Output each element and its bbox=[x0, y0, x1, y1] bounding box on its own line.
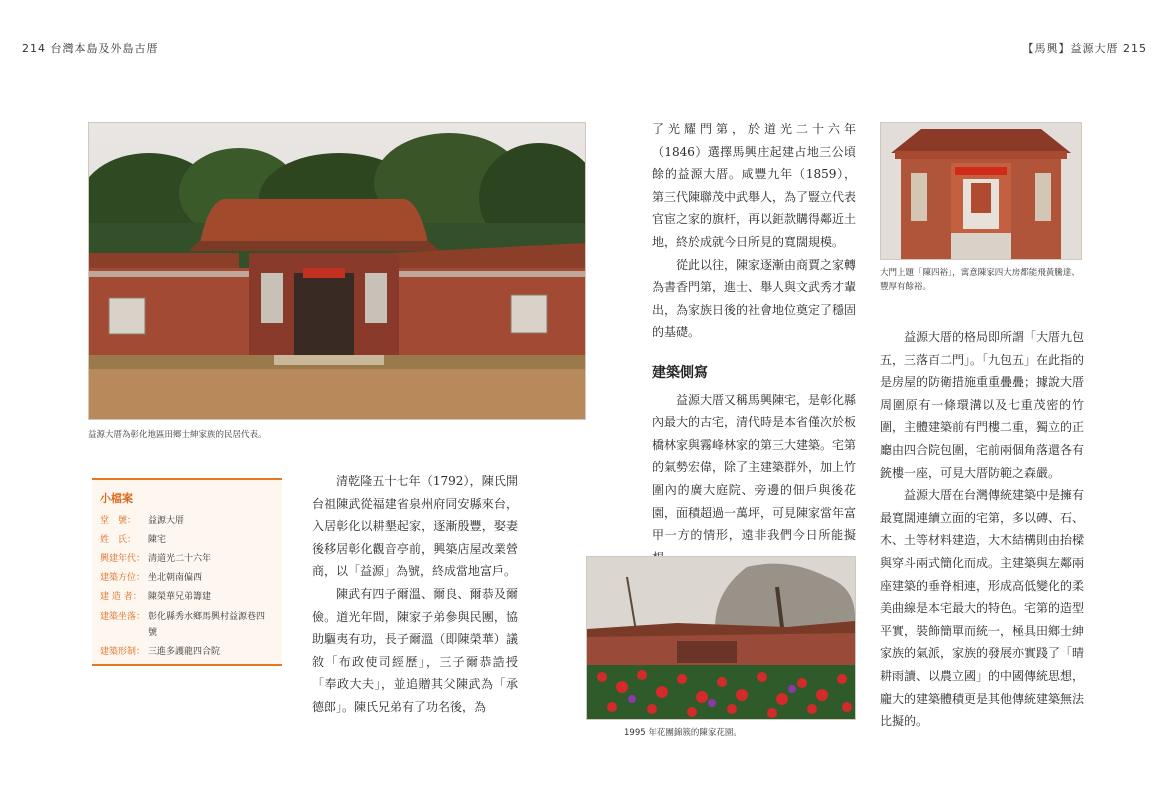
info-value: 坐北朝南偏西 bbox=[148, 573, 203, 583]
info-row bbox=[100, 643, 282, 662]
info-row bbox=[100, 569, 282, 588]
paragraph: 益源大厝又稱馬興陳宅，是彰化縣內最大的古宅，清代時是本省僅次於板橋林家與霧峰林家的第三大建築。宅第的氣勢宏偉，除了主建築群外，加上竹圍內的廣大庭院、旁邊的佃戶與後花園，面積超過一萬坪，可見陳家當年富甲一方的情形，遠非我們今日所能擬 bbox=[652, 392, 857, 543]
section-heading: 建築側寫 bbox=[652, 364, 708, 381]
info-row bbox=[100, 512, 282, 531]
main-house-photo bbox=[88, 122, 586, 420]
info-label: 建築方位： bbox=[100, 573, 146, 583]
info-row bbox=[100, 607, 282, 643]
info-value: 清道光二十六年 bbox=[148, 554, 212, 564]
info-label: 興建年代： bbox=[100, 554, 146, 564]
info-value: 益源大厝 bbox=[148, 516, 185, 526]
info-label: 姓 氏： bbox=[100, 535, 137, 545]
garden-photo-caption: 1995 年花團錦簇的陳家花園。 bbox=[624, 728, 742, 738]
info-row bbox=[100, 550, 282, 569]
info-value: 三進多護龍四合院 bbox=[148, 647, 221, 657]
paragraph: 益源大厝的格局即所謂「大厝九包五，三落百二門」。「九包五」在此指的是房屋的防衛措施重重疊疊；據說大厝周圍原有一條環溝以及七重茂密的竹圍，主體建築前有門樓二重，獨立的正廳由四合院包圍，宅前兩個角落還各有銃樓一座，可見大厝防範之森嚴。 bbox=[880, 330, 1085, 480]
paragraph: 陳武有四子爾溫、爾良、爾恭及爾儉。道光年間，陳家子弟參與民團，協助驅夷有功，長子爾溫（即陳榮華）議敘「布政使司經歷」，三子爾恭誥授「奉政大夫」，並追贈其父陳武為「承德郎」。陳氏兄弟有了功名後，為 bbox=[312, 586, 518, 714]
info-box-rows bbox=[92, 506, 282, 662]
info-box bbox=[92, 478, 282, 666]
paragraph: 清乾隆五十七年（1792），陳氏開台祖陳武從福建省泉州府同安縣來台，入居彰化以耕墾起家，逐漸殷豐，娶妻後移居彰化觀音亭前，興築店屋改業營商，以「益源」為號，終成當地富戶。 bbox=[312, 474, 518, 579]
info-value: 陳榮華兄弟籌建 bbox=[148, 592, 212, 602]
paragraph: 了光耀門第，於道光二十六年（1846）選擇馬興庄起建占地三公頃餘的益源大厝。咸豐九年（1859），第三代陳聯茂中武舉人，為了豎立代表官宦之家的旗杆，再以鉅款購得鄰近土地，終於成就今日所見的寬闊規模。 bbox=[652, 122, 857, 249]
info-label: 建 造 者： bbox=[100, 592, 142, 602]
info-row bbox=[100, 588, 282, 607]
info-label: 建築形制： bbox=[100, 647, 146, 657]
info-label: 堂 號： bbox=[100, 516, 137, 526]
body-column-3 bbox=[880, 326, 1084, 733]
left-page-header: 214 台灣本島及外島古厝 bbox=[22, 42, 159, 55]
info-value: 陳宅 bbox=[148, 535, 167, 545]
info-box-title: 小檔案 bbox=[100, 492, 133, 505]
gate-photo bbox=[880, 122, 1082, 260]
info-value: 彰化縣秀水鄉馬興村益源巷四號 bbox=[148, 612, 266, 638]
paragraph: 益源大厝在台灣傳統建築中是擁有最寬闊連續立面的宅第，多以磚、石、木、土等材料建造，大木結構則由抬樑與穿斗兩式簡化而成。主建築與左鄰兩座建築的垂脊相連，形成高低變化的柔美曲線是本宅最大的特色。宅第的造型平實，裝飾簡單而統一，極具田鄉士紳家族的氣派，家族的發展亦實踐了「晴耕雨讀、以農立國」的中國傳統思想，龐大的建築體積更是其他傳統建築無法比擬的。 bbox=[880, 488, 1085, 729]
garden-photo bbox=[586, 556, 856, 720]
body-column-2 bbox=[652, 118, 856, 569]
main-photo-caption: 益源大厝為彰化地區田鄉士紳家族的民居代表。 bbox=[88, 430, 267, 440]
body-column-1 bbox=[312, 470, 518, 719]
right-page-header: 【馬興】益源大厝 215 bbox=[1022, 42, 1147, 55]
info-row bbox=[100, 531, 282, 550]
paragraph: 從此以往，陳家逐漸由商賈之家轉為書香門第，進士、舉人與文武秀才輩出，為家族日後的社會地位奠定了穩固的基礎。 bbox=[652, 257, 857, 340]
gate-photo-caption: 大門上題「陳四裕」，寓意陳家四大房都能飛黃騰達、豐厚有餘裕。 bbox=[880, 268, 1080, 292]
info-label: 建築坐落： bbox=[100, 612, 146, 622]
